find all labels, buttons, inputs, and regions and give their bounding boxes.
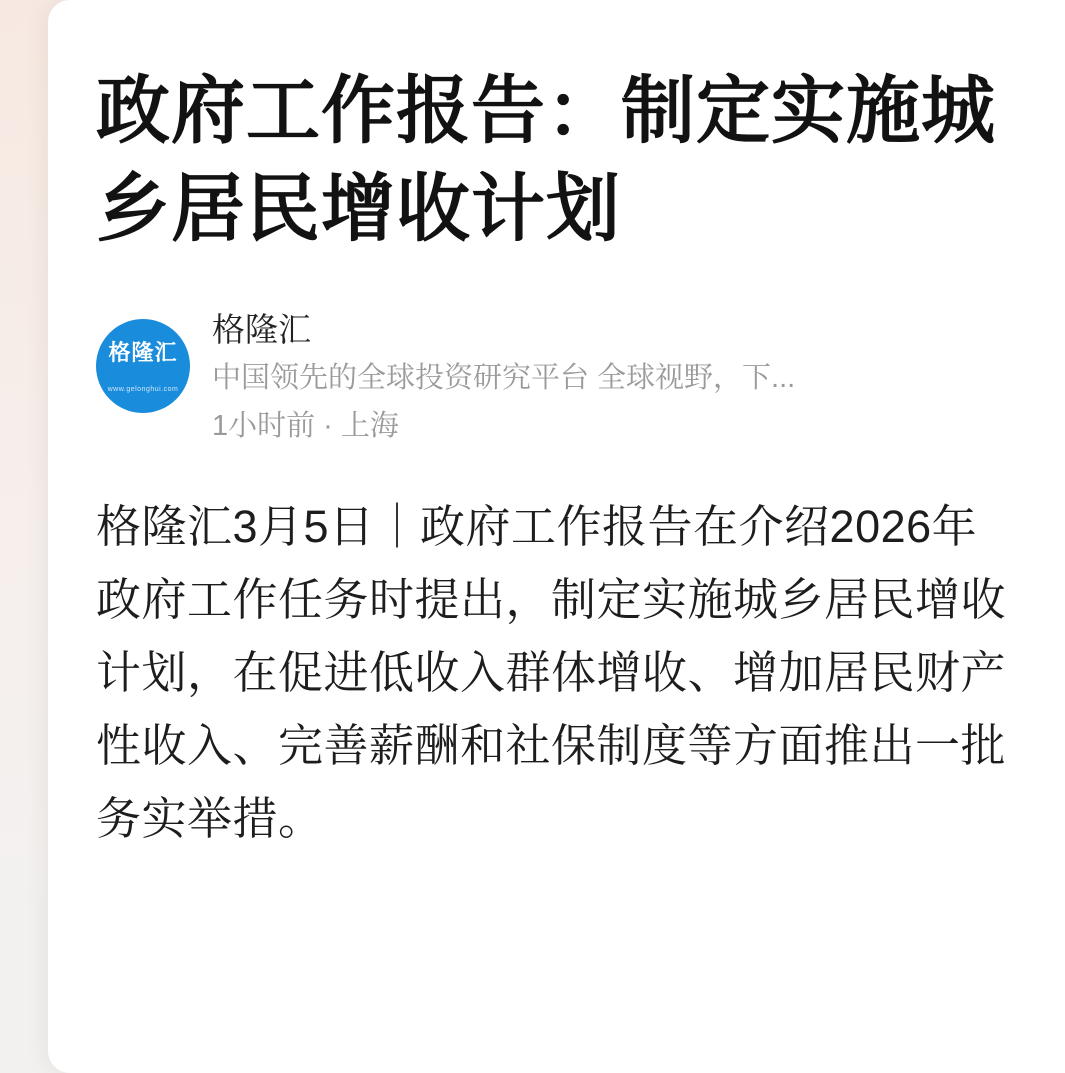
article-card: [48, 0, 1065, 1073]
source-name[interactable]: 格隆汇: [212, 310, 311, 348]
article-body: 格隆汇3月5日｜政府工作报告在介绍2026年政府工作任务时提出，制定实施城乡居民增收计划，在促进低收入群体增收、增加居民财产性收入、完善薪酬和社保制度等方面推出一批务实举措。: [96, 501, 1007, 844]
source-meta: [212, 309, 1007, 446]
avatar-url-label: www.gelonghui.com: [107, 385, 179, 393]
source-description: 中国领先的全球投资研究平台 全球视野，下...: [212, 362, 796, 395]
source-block[interactable]: [96, 309, 1007, 446]
avatar[interactable]: [96, 319, 190, 413]
article-inner: [48, 0, 1065, 856]
source-timestamp: 1小时前 · 上海: [212, 409, 399, 442]
avatar-label: 格隆汇: [108, 339, 178, 365]
page-title: 政府工作报告：制定实施城乡居民增收计划: [96, 68, 996, 253]
